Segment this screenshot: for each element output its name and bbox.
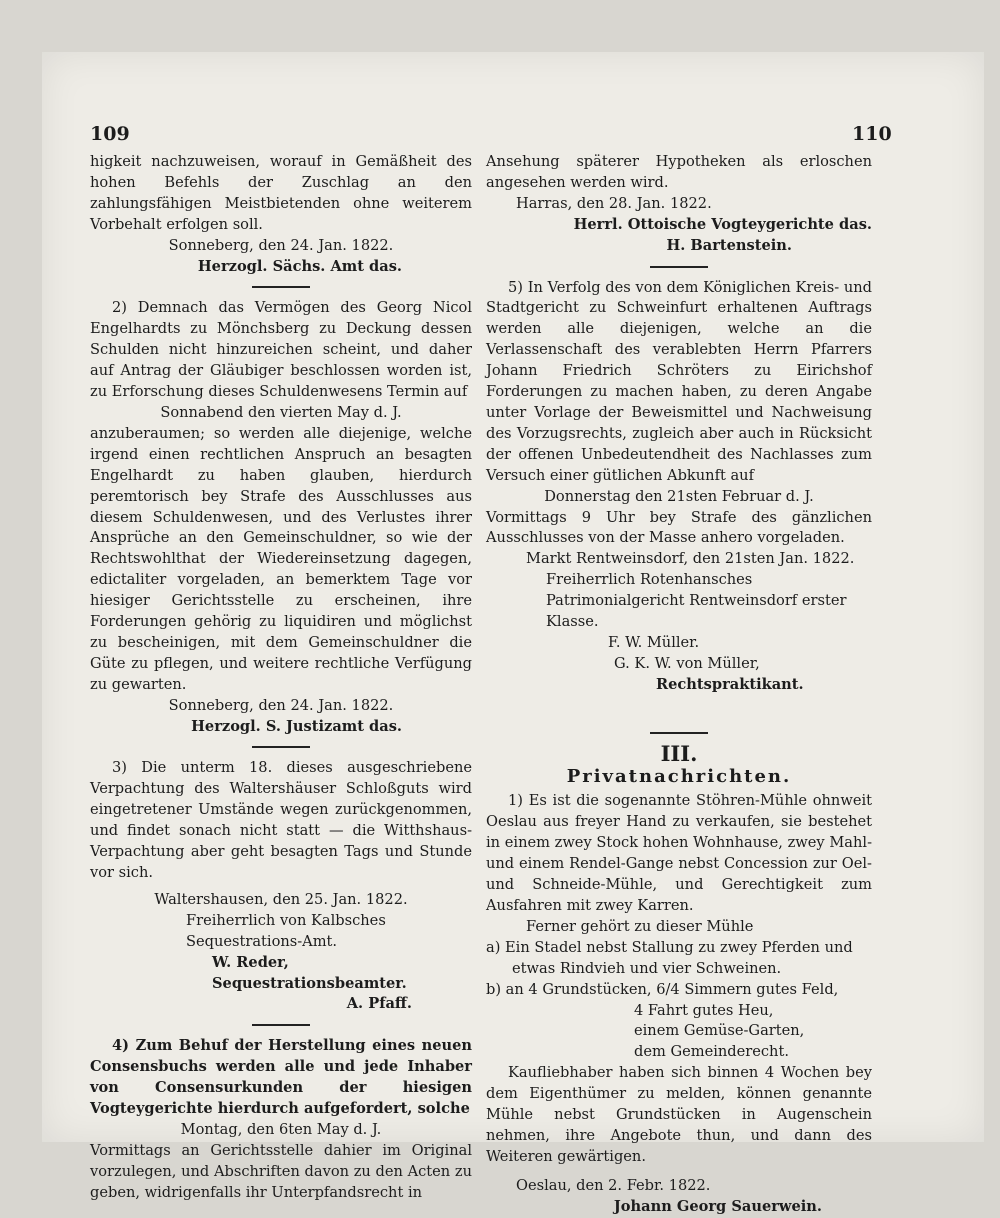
list-item: einem Gemüse-Garten, (634, 1022, 805, 1040)
signature: H. Bartenstein. (666, 236, 792, 254)
notice-2-paragraph-2: anzuberaumen; so werden alle diejenige, welche irgend einen rechtlichen Anspruch an besagten Engelhardt zu haben glauben, hierdurch peremtorisch bey Strafe des Ausschlusses aus diesem Schuldenwesen, und des Verlustes ihrer Ansprüche an den Gemeinschuldner, so wie der Rechtswohlthat der Wiedereinsetzung dagegen, edictaliter vorgeladen, an bemerktem Tage vor hiesiger Gerichtsstelle zu erscheinen, ihre Forderungen gehörig zu liquidiren und möglichst zu bescheinigen, mit dem Gemeinschuldner die Güte zu pflegen, und weitere rechtliche Verfügung zu gewarten. (90, 424, 472, 693)
notice-5-paragraph: 5) In Verfolg des von dem Königlichen Kreis- und Stadtgericht zu Schweinfurt erhaltenen Auftrags werden alle diejenigen, welche an die Verlassenschaft des verablebten Herrn Pfarrers Johann Friedrich Schröters zu Eirichshof Forderungen zu machen haben, zu deren Angabe unter Vorlage der Beweismittel und Nachweisung des Vorzugsrechts, zugleich aber auch in Rücksicht der offenen Unbedeutendheit des Nachlasses zum Versuch einer gütlichen Abkunft auf (486, 278, 872, 484)
notice-3-paragraph: 3) Die unterm 18. dieses ausgeschriebene Verpachtung des Waltershäuser Schloßguts wird eingetretener Umstände wegen zurückgenommen, und findet sonach nicht statt — die Witthshaus-Verpachtung aber geht besagten Tags und Stunde vor sich. (90, 759, 472, 881)
notice-4-date: Montag, den 6ten May d. J. (180, 1120, 382, 1138)
section-number: III. (660, 740, 698, 766)
paragraph-continuation: Ansehung späterer Hypotheken als erloschen angesehen werden wird. (486, 153, 872, 191)
place-date: Harras, den 28. Jan. 1822. (516, 194, 712, 212)
right-column (486, 152, 872, 1218)
paragraph-continuation: higkeit nachzuweisen, worauf in Gemäßheit des hohen Befehls der Zuschlag an den zahlungsfähigen Meistbietenden ohne weiterem Vorbehalt erfolgen soll. (90, 153, 472, 233)
signature: G. K. W. von Müller, (614, 654, 760, 672)
page-number-right: 110 (852, 123, 892, 145)
signature: Freiherrlich Rotenhansches Patrimonialgericht Rentweinsdorf erster Klasse. (546, 571, 847, 631)
divider (650, 732, 708, 734)
notice-2-date: Sonnabend den vierten May d. J. (160, 403, 402, 421)
notice-4-paragraph: 4) Zum Behuf der Herstellung eines neuen Consensbuchs werden alle und jede Inhaber von Consensurkunden der hiesigen Vogteygerichte hierdurch aufgefordert, solche (90, 1037, 472, 1118)
notice-5-paragraph-2: Vormittags 9 Uhr bey Strafe des gänzlichen Ausschlusses von der Masse anhero vorgeladen. (486, 508, 872, 547)
place-date: Oeslau, den 2. Febr. 1822. (516, 1176, 711, 1194)
list-intro: Ferner gehört zu dieser Mühle (526, 917, 754, 935)
notice-2-paragraph: 2) Demnach das Vermögen des Georg Nicol Engelhardts zu Mönchsberg zu Deckung dessen Schulden nicht hinzureichen scheint, und daher auf Antrag der Gläubiger beschlossen worden ist, zu Erforschung dieses Schuldenwesens Termin auf (90, 299, 472, 401)
place-date: Sonneberg, den 24. Jan. 1822. (168, 236, 394, 254)
signature: A. Pfaff. (346, 995, 412, 1013)
list-item: a) Ein Stadel nebst Stallung zu zwey Pferden und etwas Rindvieh und vier Schweinen. (486, 938, 853, 977)
signature: W. Reder, Sequestrationsbeamter. (212, 953, 407, 992)
left-column (90, 152, 472, 1204)
signature: Rechtspraktikant. (656, 675, 804, 693)
signature: Freiherrlich von Kalbsches Sequestrations-Amt. (186, 911, 386, 950)
place-date: Sonneberg, den 24. Jan. 1822. (168, 696, 394, 714)
private-notice-1-paragraph-2: Kaufliebhaber haben sich binnen 4 Wochen bey dem Eigenthümer zu melden, können genannte Mühle nebst Grundstücken in Augenschein nehmen, ihre Angebote thun, und dann des Weiteren gewärtigen. (486, 1064, 872, 1165)
place-date: Markt Rentweinsdorf, den 21sten Jan. 1822. (526, 550, 855, 568)
divider (252, 746, 310, 748)
signature: Herzogl. Sächs. Amt das. (197, 257, 402, 275)
section-title: Privatnachrichten. (566, 765, 792, 787)
divider (252, 286, 310, 288)
notice-5-date: Donnerstag den 21sten Februar d. J. (544, 487, 814, 505)
signature: Johann Georg Sauerwein. (613, 1197, 822, 1215)
list-item: dem Gemeinderecht. (634, 1043, 789, 1061)
signature: Herrl. Ottoische Vogteygerichte das. (573, 215, 872, 233)
list-item: b) an 4 Grundstücken, 6/4 Simmern gutes Feld, (486, 980, 839, 998)
place-date: Waltershausen, den 25. Jan. 1822. (154, 890, 408, 908)
list-item: 4 Fahrt gutes Heu, (634, 1001, 774, 1019)
signature: F. W. Müller. (608, 633, 700, 651)
notice-4-paragraph-2: Vormittags an Gerichtsstelle dahier im Original vorzulegen, und Abschriften davon zu den Acten zu geben, widrigenfalls ihr Unterpfandsrecht in (90, 1141, 472, 1201)
signature: Herzogl. S. Justizamt das. (191, 717, 402, 735)
page-number-left: 109 (90, 123, 130, 145)
private-notice-1-paragraph: 1) Es ist die sogenannte Stöhren-Mühle ohnweit Oeslau aus freyer Hand zu verkaufen, sie bestehet in einem zwey Stock hohen Wohnhause, zwey Mahl- und einem Rendel-Gange nebst Concession zur Oel- und Schneide-Mühle, und Gerechtigkeit zum Ausfahren mit zwey Karren. (486, 792, 872, 914)
divider (650, 266, 708, 268)
divider (252, 1024, 310, 1026)
